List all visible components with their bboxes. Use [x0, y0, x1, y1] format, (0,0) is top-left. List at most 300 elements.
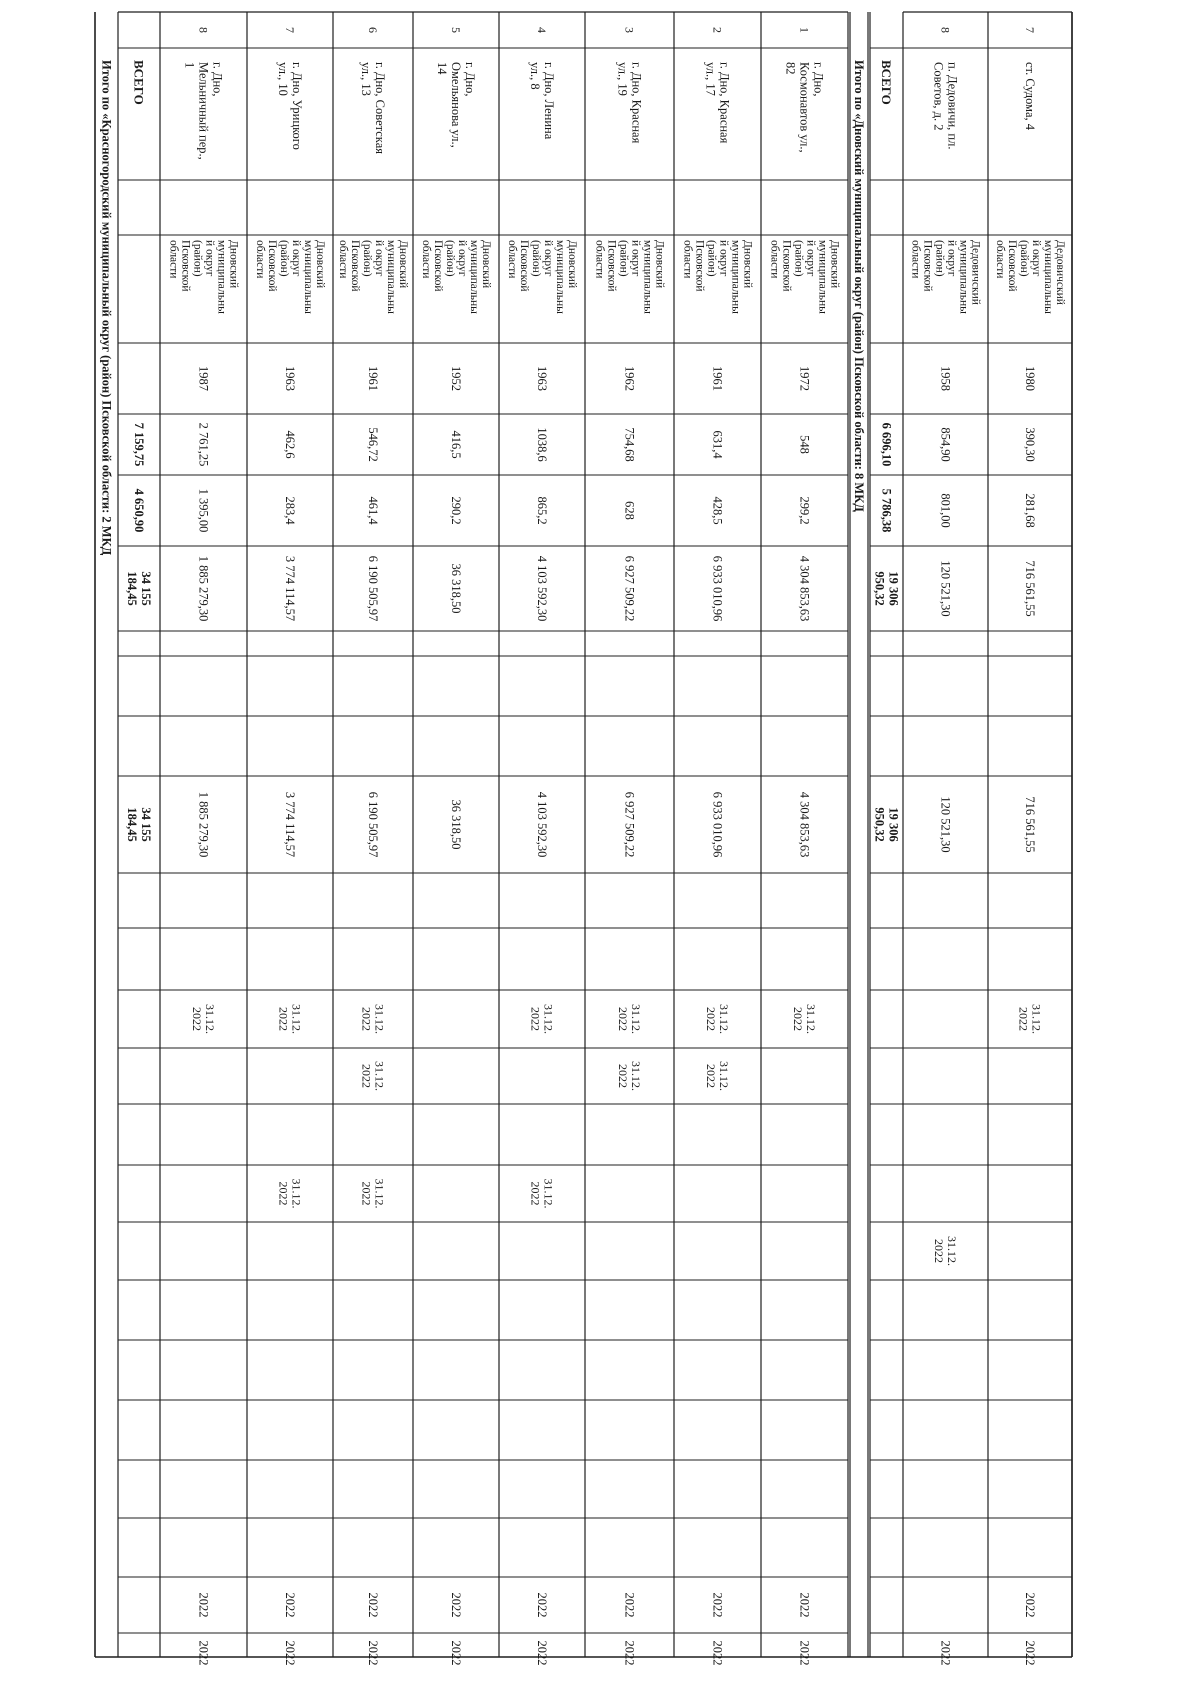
- svg-text:2022: 2022: [359, 1181, 374, 1206]
- svg-text:31.12.: 31.12.: [629, 1004, 644, 1034]
- row-date: [359, 1179, 386, 1209]
- svg-text:Омельянова ул.,: Омельянова ул.,: [449, 62, 463, 148]
- total-area: [132, 423, 146, 467]
- svg-text:31.12.: 31.12.: [372, 1061, 387, 1091]
- svg-text:548: 548: [797, 435, 812, 454]
- row-year-a: [283, 1593, 297, 1618]
- svg-text:8: 8: [938, 27, 953, 33]
- row-year: [366, 366, 380, 391]
- row-area-total: [939, 427, 953, 461]
- row-municipality: [337, 240, 409, 314]
- svg-text:г. Дно,: г. Дно,: [811, 62, 826, 97]
- svg-text:Дновский: Дновский: [480, 240, 492, 289]
- svg-text:4 650,90: 4 650,90: [132, 488, 146, 533]
- row-year-a: [449, 1593, 463, 1618]
- row-number: [623, 27, 637, 33]
- svg-text:1962: 1962: [622, 366, 637, 391]
- svg-text:Дновский: Дновский: [227, 240, 240, 289]
- svg-text:(район): (район): [933, 240, 946, 277]
- svg-text:Псковской: Псковской: [518, 240, 530, 292]
- svg-text:г. Дно,: г. Дно,: [210, 62, 225, 97]
- row-year-b: [449, 1641, 463, 1666]
- row-cost: [283, 556, 297, 621]
- svg-text:муниципальны: муниципальны: [554, 240, 566, 314]
- row-year-b: [197, 1641, 211, 1666]
- svg-text:Псковской: Псковской: [349, 240, 361, 292]
- svg-text:1961: 1961: [366, 366, 380, 391]
- svg-text:4: 4: [535, 27, 549, 33]
- row-year-b: [798, 1641, 812, 1666]
- row-cost: [939, 560, 953, 616]
- row-year-a: [535, 1593, 549, 1618]
- svg-text:ул., 13: ул., 13: [359, 62, 373, 96]
- row-address: [528, 62, 556, 140]
- svg-text:31.12.: 31.12.: [629, 1061, 644, 1091]
- svg-text:(район): (район): [792, 240, 805, 277]
- svg-text:й округ: й округ: [373, 240, 385, 277]
- row-year: [939, 366, 953, 391]
- svg-text:36 318,50: 36 318,50: [449, 563, 463, 614]
- row-year: [197, 366, 211, 391]
- row-area-living: [711, 496, 725, 524]
- row-year: [798, 366, 812, 391]
- svg-text:1952: 1952: [449, 366, 463, 391]
- total-label: [132, 60, 147, 105]
- svg-text:(район): (район): [530, 240, 542, 277]
- svg-text:5 786,38: 5 786,38: [879, 488, 894, 533]
- svg-text:2022: 2022: [931, 1239, 946, 1263]
- row-area-total: [623, 427, 637, 461]
- row-year: [623, 366, 637, 391]
- svg-text:5: 5: [449, 27, 463, 33]
- row-address: [932, 62, 960, 149]
- svg-text:1: 1: [797, 27, 812, 33]
- svg-text:2: 2: [710, 27, 725, 33]
- svg-text:2022: 2022: [276, 1181, 291, 1206]
- row-area-total: [535, 427, 549, 461]
- row-year-b: [939, 1641, 953, 1666]
- svg-text:6: 6: [366, 27, 380, 33]
- svg-text:г. Дно, Советская: г. Дно, Советская: [373, 62, 387, 154]
- svg-text:3 774 114,57: 3 774 114,57: [283, 791, 297, 858]
- svg-text:31.12.: 31.12.: [372, 1004, 387, 1034]
- svg-text:2022: 2022: [703, 1064, 718, 1088]
- total-cost: [125, 571, 153, 605]
- svg-text:2022: 2022: [535, 1592, 549, 1618]
- svg-text:716 561,55: 716 561,55: [1023, 560, 1037, 617]
- row-cost: [1023, 560, 1037, 616]
- svg-text:Псковской: Псковской: [605, 240, 618, 292]
- row-date: [616, 1061, 643, 1091]
- total-cost-repeat: [125, 807, 153, 841]
- row-year: [535, 366, 549, 391]
- svg-text:ст. Судома, 4: ст. Судома, 4: [1023, 62, 1037, 131]
- svg-text:2022: 2022: [366, 1640, 380, 1666]
- svg-text:2022: 2022: [1023, 1592, 1037, 1618]
- row-date: [528, 1179, 555, 1209]
- svg-text:4 103 592,30: 4 103 592,30: [535, 555, 549, 622]
- svg-text:г. Дно, Урицкого: г. Дно, Урицкого: [290, 62, 304, 150]
- row-date: [791, 1004, 818, 1034]
- svg-text:Псковской: Псковской: [693, 240, 706, 292]
- svg-text:2022: 2022: [359, 1007, 374, 1031]
- row-year-a: [366, 1593, 380, 1618]
- row-year-a: [711, 1593, 725, 1618]
- svg-text:области: области: [337, 240, 349, 279]
- row-area-living: [197, 489, 211, 533]
- svg-text:г. Дно,: г. Дно,: [463, 62, 477, 97]
- svg-text:34 155: 34 155: [139, 807, 153, 842]
- total-living-area: [132, 489, 146, 533]
- svg-text:7: 7: [283, 27, 297, 33]
- svg-text:муниципальны: муниципальны: [302, 240, 314, 314]
- svg-text:6 927 509,22: 6 927 509,22: [622, 791, 637, 858]
- row-year-a: [623, 1593, 637, 1618]
- svg-text:Псковской: Псковской: [1006, 240, 1018, 292]
- svg-text:г. Дно, Красная: г. Дно, Красная: [717, 62, 732, 144]
- row-date: [359, 1004, 386, 1034]
- svg-text:31.12.: 31.12.: [717, 1004, 732, 1034]
- row-number: [366, 27, 380, 33]
- svg-text:34 155: 34 155: [139, 571, 153, 606]
- svg-text:(район): (район): [444, 240, 456, 277]
- row-area-living: [1023, 493, 1037, 527]
- svg-text:716 561,55: 716 561,55: [1023, 796, 1037, 853]
- svg-text:1972: 1972: [797, 366, 812, 391]
- svg-text:2022: 2022: [622, 1592, 637, 1618]
- svg-text:муниципальны: муниципальны: [641, 240, 654, 314]
- svg-text:2022: 2022: [449, 1592, 463, 1618]
- row-municipality: [420, 240, 492, 314]
- svg-text:184,45: 184,45: [125, 807, 139, 842]
- svg-text:2022: 2022: [703, 1007, 718, 1031]
- row-number: [939, 27, 953, 33]
- svg-text:19 306: 19 306: [886, 571, 901, 606]
- svg-text:Советов, д. 2: Советов, д. 2: [931, 62, 946, 131]
- svg-text:й округ: й округ: [542, 240, 554, 277]
- svg-text:801,00: 801,00: [938, 493, 953, 528]
- row-address: [276, 62, 304, 150]
- row-year: [283, 366, 297, 391]
- svg-text:31.12.: 31.12.: [541, 1004, 556, 1034]
- svg-text:31.12.: 31.12.: [289, 1178, 304, 1209]
- svg-text:муниципальны: муниципальны: [215, 240, 228, 314]
- svg-text:2022: 2022: [535, 1640, 549, 1666]
- svg-text:Итого по «Дновский муниципальн: Итого по «Дновский муниципальный округ (район) Псковской области: 8 МКД: [852, 60, 866, 512]
- svg-text:1: 1: [182, 62, 197, 69]
- svg-text:3 774 114,57: 3 774 114,57: [283, 555, 297, 622]
- svg-text:2022: 2022: [710, 1640, 725, 1666]
- svg-text:2022: 2022: [366, 1592, 380, 1618]
- svg-text:31.12.: 31.12.: [945, 1236, 960, 1266]
- row-cost-repeat: [449, 800, 463, 850]
- svg-text:2022: 2022: [283, 1640, 297, 1666]
- svg-text:ул., 17: ул., 17: [703, 62, 718, 96]
- row-area-living: [535, 496, 549, 524]
- row-municipality: [910, 240, 982, 314]
- svg-text:области: области: [167, 240, 180, 279]
- row-number: [535, 27, 549, 33]
- svg-text:Дедовичский: Дедовичский: [1054, 240, 1066, 305]
- svg-text:2022: 2022: [196, 1640, 211, 1666]
- svg-text:г. Дно, Ленина: г. Дно, Ленина: [542, 62, 556, 140]
- row-cost-repeat: [939, 796, 953, 852]
- svg-text:Мельничный пер.,: Мельничный пер.,: [196, 62, 211, 160]
- row-year-b: [535, 1641, 549, 1666]
- svg-text:ул., 10: ул., 10: [276, 62, 290, 96]
- svg-text:ВСЕГО: ВСЕГО: [879, 60, 894, 105]
- svg-text:428,5: 428,5: [710, 496, 725, 525]
- svg-text:6 933 010,96: 6 933 010,96: [710, 555, 725, 622]
- row-cost-repeat: [711, 792, 725, 858]
- svg-text:120 521,30: 120 521,30: [938, 560, 953, 617]
- row-area-living: [449, 496, 463, 524]
- row-cost: [711, 556, 725, 622]
- svg-text:31.12.: 31.12.: [1029, 1004, 1044, 1034]
- row-address: [704, 62, 732, 144]
- svg-text:950,32: 950,32: [872, 571, 887, 606]
- svg-text:области: области: [994, 240, 1006, 279]
- svg-text:муниципальны: муниципальны: [729, 240, 742, 314]
- total-label: [879, 60, 894, 105]
- svg-text:1958: 1958: [938, 366, 953, 391]
- row-area-living: [283, 496, 297, 525]
- svg-text:ул., 19: ул., 19: [615, 62, 630, 96]
- svg-text:2022: 2022: [615, 1007, 630, 1031]
- svg-text:2022: 2022: [283, 1592, 297, 1618]
- row-cost-repeat: [366, 792, 380, 858]
- svg-text:области: области: [506, 240, 518, 279]
- svg-text:(район): (район): [361, 240, 373, 277]
- row-municipality: [594, 240, 666, 314]
- svg-text:Итого по «Красногородский муни: Итого по «Красногородский муниципальный округ (район) Псковской области: 2 МКД: [99, 60, 114, 556]
- svg-text:281,68: 281,68: [1023, 493, 1037, 528]
- svg-text:1987: 1987: [196, 366, 211, 391]
- row-year-a: [798, 1593, 812, 1618]
- svg-text:6 190 505,97: 6 190 505,97: [366, 791, 380, 858]
- row-area-total: [197, 423, 211, 467]
- svg-text:290,2: 290,2: [449, 496, 463, 525]
- svg-text:416,5: 416,5: [449, 430, 463, 459]
- svg-text:Космонавтов ул.,: Космонавтов ул.,: [797, 62, 812, 153]
- row-cost: [535, 556, 549, 622]
- svg-text:Дновский: Дновский: [828, 240, 841, 289]
- row-date: [704, 1061, 731, 1091]
- svg-text:31.12.: 31.12.: [289, 1004, 304, 1034]
- row-date: [704, 1004, 731, 1034]
- row-date: [276, 1004, 303, 1034]
- svg-text:31.12.: 31.12.: [203, 1004, 218, 1034]
- svg-text:7: 7: [1023, 27, 1037, 33]
- total-cost-repeat: [873, 807, 901, 841]
- svg-text:й округ: й округ: [1030, 240, 1042, 277]
- row-cost-repeat: [535, 792, 549, 858]
- svg-text:й округ: й округ: [717, 240, 730, 277]
- svg-text:1980: 1980: [1023, 366, 1037, 391]
- svg-text:2022: 2022: [276, 1007, 291, 1031]
- svg-text:6 696,10: 6 696,10: [879, 422, 894, 467]
- svg-text:(район): (район): [191, 240, 204, 277]
- row-year: [449, 366, 463, 391]
- row-year-b: [623, 1641, 637, 1666]
- row-cost: [366, 556, 380, 622]
- svg-text:31.12.: 31.12.: [804, 1004, 819, 1034]
- row-municipality: [994, 240, 1066, 314]
- row-date: [276, 1179, 303, 1209]
- svg-text:2022: 2022: [449, 1640, 463, 1666]
- svg-text:й округ: й округ: [945, 240, 958, 277]
- svg-text:муниципальны: муниципальны: [816, 240, 829, 314]
- svg-text:(район): (район): [705, 240, 718, 277]
- svg-text:2022: 2022: [359, 1064, 374, 1088]
- row-area-living: [623, 501, 637, 520]
- svg-text:области: области: [681, 240, 694, 279]
- svg-text:ул., 8: ул., 8: [528, 62, 542, 90]
- svg-text:19 306: 19 306: [886, 807, 901, 842]
- row-year-a: [1023, 1593, 1037, 1618]
- svg-text:1963: 1963: [283, 366, 297, 391]
- row-municipality: [168, 240, 240, 314]
- svg-text:Псковской: Псковской: [432, 240, 444, 292]
- svg-text:461,4: 461,4: [366, 496, 380, 525]
- svg-text:2022: 2022: [790, 1007, 805, 1031]
- svg-text:области: области: [768, 240, 781, 279]
- svg-text:2022: 2022: [797, 1640, 812, 1666]
- svg-text:2022: 2022: [196, 1592, 211, 1618]
- svg-text:4 103 592,30: 4 103 592,30: [535, 791, 549, 858]
- row-number: [798, 27, 812, 33]
- svg-text:754,68: 754,68: [622, 427, 637, 462]
- row-area-total: [449, 430, 463, 458]
- svg-text:8: 8: [196, 27, 211, 33]
- svg-text:6 933 010,96: 6 933 010,96: [710, 791, 725, 858]
- svg-text:82: 82: [783, 62, 798, 75]
- total-living-area: [880, 489, 894, 533]
- svg-text:Псковской: Псковской: [179, 240, 192, 292]
- row-number: [711, 27, 725, 33]
- row-cost-repeat: [623, 792, 637, 858]
- svg-text:муниципальны: муниципальны: [1042, 240, 1054, 314]
- row-municipality: [682, 240, 754, 314]
- svg-text:муниципальны: муниципальны: [468, 240, 480, 314]
- svg-text:283,4: 283,4: [283, 496, 297, 525]
- section-total-label: [100, 60, 114, 556]
- row-cost-repeat: [197, 792, 211, 858]
- svg-text:й округ: й округ: [804, 240, 817, 277]
- svg-text:области: области: [593, 240, 606, 279]
- svg-text:1 885 279,30: 1 885 279,30: [196, 555, 211, 622]
- row-address: [435, 62, 477, 148]
- svg-text:Псковской: Псковской: [780, 240, 793, 292]
- svg-text:Дновский: Дновский: [566, 240, 578, 289]
- svg-text:Дедовичский: Дедовичский: [969, 240, 982, 305]
- row-municipality: [254, 240, 326, 314]
- row-date: [190, 1004, 217, 1034]
- svg-text:муниципальны: муниципальны: [385, 240, 397, 314]
- row-address: [784, 62, 826, 153]
- svg-text:865,2: 865,2: [535, 496, 549, 525]
- row-area-total: [1023, 427, 1037, 461]
- svg-text:й округ: й округ: [290, 240, 302, 277]
- row-cost-repeat: [798, 792, 812, 858]
- row-area-living: [798, 496, 812, 524]
- svg-text:1961: 1961: [710, 366, 725, 391]
- row-year-b: [366, 1641, 380, 1666]
- svg-text:854,90: 854,90: [938, 427, 953, 462]
- svg-text:2022: 2022: [615, 1064, 630, 1088]
- row-area-living: [939, 493, 953, 527]
- row-address: [359, 62, 387, 154]
- svg-text:4 304 853,63: 4 304 853,63: [797, 555, 812, 622]
- svg-text:области: области: [254, 240, 266, 279]
- svg-text:области: области: [420, 240, 432, 279]
- total-cost: [873, 571, 901, 605]
- row-address: [1023, 62, 1037, 131]
- row-cost: [197, 556, 211, 622]
- row-date: [932, 1236, 959, 1266]
- svg-text:184,45: 184,45: [125, 571, 139, 606]
- svg-text:3: 3: [622, 27, 637, 33]
- row-municipality: [769, 240, 841, 314]
- svg-text:2022: 2022: [710, 1592, 725, 1618]
- row-cost-repeat: [1023, 796, 1037, 852]
- row-date: [616, 1004, 643, 1034]
- row-date: [1016, 1004, 1043, 1034]
- svg-text:1038,6: 1038,6: [535, 427, 549, 462]
- svg-text:2022: 2022: [938, 1640, 953, 1666]
- row-number: [1023, 27, 1037, 33]
- svg-text:2022: 2022: [622, 1640, 637, 1666]
- row-date: [528, 1004, 555, 1034]
- row-year: [711, 366, 725, 391]
- svg-text:Дновский: Дновский: [314, 240, 326, 289]
- row-area-total: [798, 435, 812, 454]
- row-area-total: [711, 430, 725, 459]
- svg-text:631,4: 631,4: [710, 430, 725, 459]
- svg-text:ВСЕГО: ВСЕГО: [131, 60, 147, 105]
- svg-text:628: 628: [622, 501, 637, 520]
- svg-text:31.12.: 31.12.: [541, 1178, 556, 1209]
- row-area-living: [366, 496, 380, 525]
- total-area: [880, 423, 894, 467]
- row-cost: [798, 556, 812, 622]
- svg-text:(район): (район): [278, 240, 290, 277]
- svg-text:6 927 509,22: 6 927 509,22: [622, 555, 637, 622]
- row-municipality: [506, 240, 578, 314]
- row-area-total: [366, 427, 380, 461]
- row-cost-repeat: [283, 792, 297, 857]
- svg-text:й округ: й округ: [629, 240, 642, 277]
- row-cost: [623, 556, 637, 622]
- svg-text:й округ: й округ: [456, 240, 468, 277]
- svg-text:36 318,50: 36 318,50: [449, 799, 463, 850]
- svg-text:2022: 2022: [1023, 1640, 1037, 1666]
- svg-text:2022: 2022: [189, 1007, 204, 1031]
- row-year-b: [711, 1641, 725, 1666]
- svg-text:950,32: 950,32: [872, 807, 887, 842]
- row-date: [359, 1061, 386, 1091]
- svg-text:(район): (район): [1018, 240, 1030, 277]
- row-cost: [449, 564, 463, 614]
- section-total-label: [852, 60, 866, 512]
- svg-text:6 190 505,97: 6 190 505,97: [366, 555, 380, 622]
- svg-text:2022: 2022: [528, 1181, 543, 1206]
- svg-text:Дновский: Дновский: [653, 240, 666, 289]
- svg-text:390,30: 390,30: [1023, 427, 1037, 462]
- svg-text:г. Дно, Красная: г. Дно, Красная: [629, 62, 644, 144]
- svg-text:462,6: 462,6: [283, 430, 297, 459]
- svg-text:й округ: й округ: [203, 240, 216, 277]
